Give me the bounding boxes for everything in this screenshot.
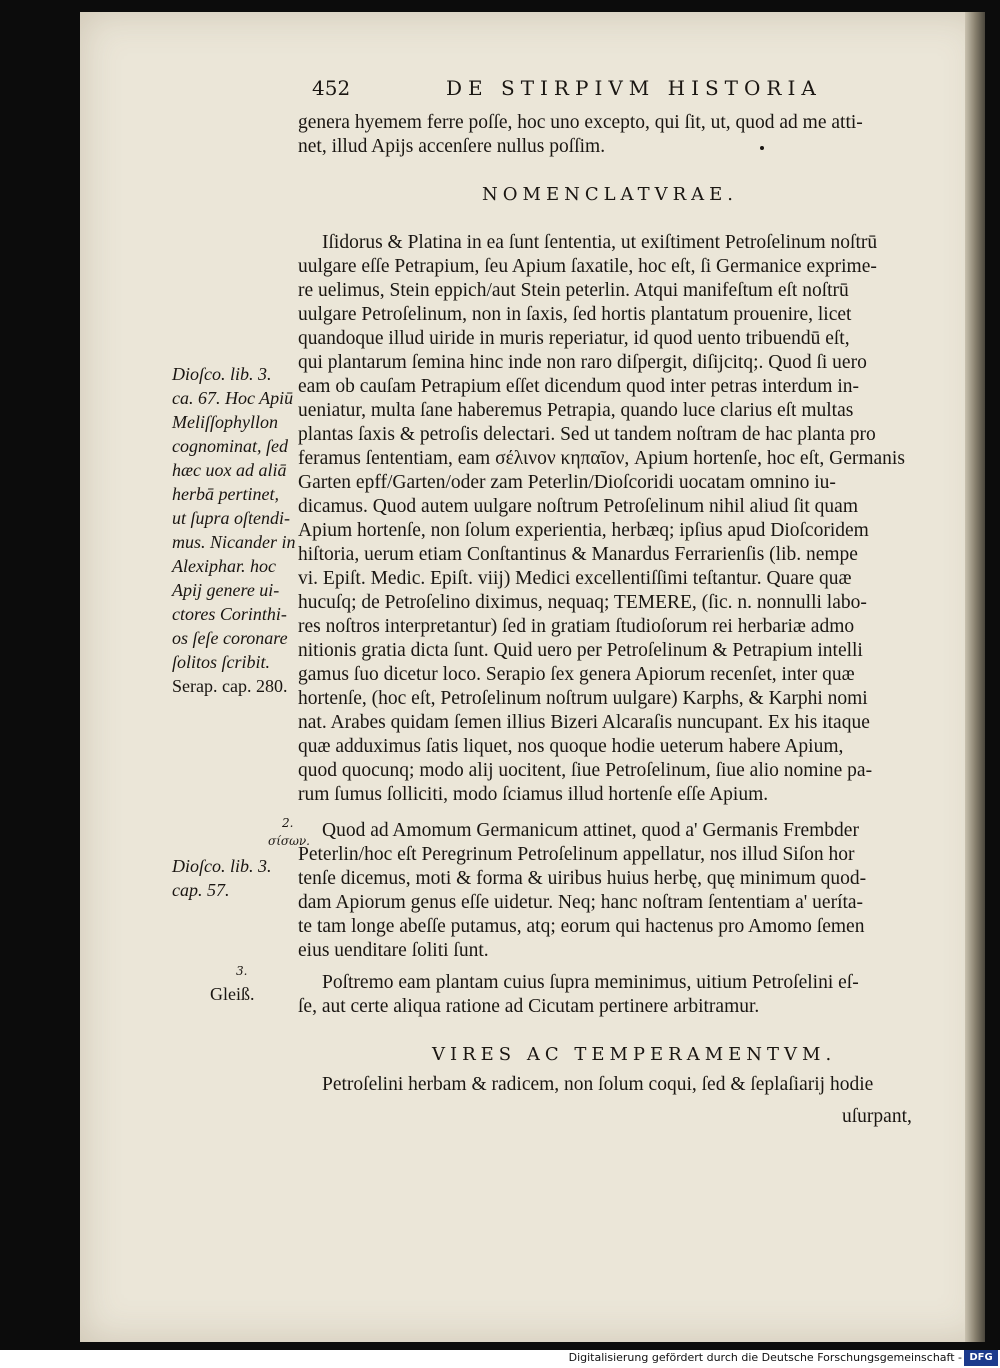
body-line: tenſe dicemus, moti & forma & uiribus huius herbę, quę minimum quod- (298, 868, 867, 889)
margin-note-line: ca. 67. Hoc Apiū (172, 388, 294, 408)
body-line: qui plantarum ſemina hinc inde non raro diſpergit, diſijcitq;. Quod ſi uero (298, 352, 867, 373)
body-line: feramus ſententiam, eam σέλινον κηπαῖον, Apium hortenſe, hoc eſt, Germanis (298, 448, 905, 469)
body-line: net, illud Apijs accenſere nullus poſſim. (298, 136, 606, 157)
body-line: ueniatur, multa ſane haberemus Petrapia, quando luce clarius eſt multas (298, 400, 854, 421)
body-line: genera hyemem ferre poſſe, hoc uno excepto, qui ſit, ut, quod ad me atti- (298, 112, 863, 133)
body-line: res noſtros interpretantur) ſed in gratiam ſtudioſorum rei herbariæ admo (298, 616, 855, 637)
body-line: quod quocunq; modo alij uocitent, ſiue Petroſelinum, ſiue alio nomine pa- (298, 760, 873, 781)
body-line: dam Apiorum genus eſſe uidetur. Neq; hanc noſtram ſententiam a' ueríta- (298, 892, 864, 913)
margin-note-line: ſolitos ſcribit. (172, 652, 271, 672)
margin-ref-greek: σίσων. (268, 834, 310, 848)
margin-note-line: Alexiphar. hoc (172, 556, 276, 576)
body-line: Apium hortenſe, non ſolum experientia, herbæq; ipſius apud Dioſcoridem (298, 520, 869, 541)
margin-note-line: cap. 57. (172, 880, 230, 900)
body-line: Quod ad Amomum Germanicum attinet, quod a' Germanis Frembder (322, 820, 859, 841)
body-line: uſurpant, (842, 1106, 912, 1127)
body-line: vi. Epiſt. Medic. Epiſt. viij) Medici excellentiſſimi teſtantur. Quare quæ (298, 568, 852, 589)
body-line: hucuſq; de Petroſelino diximus, nequaq; TEMERE, (ſic. n. nonnulli labo- (298, 592, 867, 613)
body-line: uulgare eſſe Petrapium, ſeu Apium ſaxatile, hoc eſt, ſi Germanice exprime- (298, 256, 877, 277)
margin-note-line: Meliſſophyllon (172, 412, 278, 432)
margin-note-line: Dioſco. lib. 3. (172, 856, 272, 876)
body-line: quæ adduximus ſatis liquet, nos quoque hodie ueterum habere Apium, (298, 736, 844, 757)
body-line: Peterlin/hoc eſt Peregrinum Petroſelinum appellatur, nos illud Siſon hor (298, 844, 855, 865)
margin-ref-number: 3. (236, 964, 248, 978)
margin-ref-number: 2. (282, 816, 294, 830)
body-line: nat. Arabes quidam ſemen illius Bizeri Alcaraſis nuncupant. Ex his itaque (298, 712, 870, 733)
body-line: plantas ſaxis & petroſis delectari. Sed ut tandem noſtram de hac planta pro (298, 424, 876, 445)
funding-credit: Digitalisierung gefördert durch die Deutsche Forschungsgemeinschaft - (568, 1351, 962, 1364)
ink-mark (760, 146, 764, 150)
body-line: eius uenditare ſoliti ſunt. (298, 940, 489, 961)
page-gutter (965, 12, 985, 1342)
body-line: Petroſelini herbam & radicem, non ſolum coqui, ſed & ſeplaſiarij hodie (322, 1074, 874, 1095)
margin-note-line: hæc uox ad aliā (172, 460, 287, 480)
dfg-logo: DFG (964, 1350, 998, 1366)
margin-note-line: herbā pertinet, (172, 484, 279, 504)
margin-note-line: mus. Nicander in (172, 532, 296, 552)
margin-note-line: Dioſco. lib. 3. (172, 364, 272, 384)
body-line: quandoque illud uiride in muris reperiatur, id quod uento tribuendū eſt, (298, 328, 850, 349)
margin-note-line: Apij genere ui- (172, 580, 280, 600)
body-line: nitionis gratia dicta ſunt. Quid uero per Petroſelinum & Petrapium intelli (298, 640, 863, 661)
body-line: re uelimus, Stein eppich/aut Stein peterlin. Atqui manifeſtum eſt noſtrū (298, 280, 849, 301)
section-heading-nomenclatura: NOMENCLATVRAE. (482, 184, 738, 205)
body-line: ſe, aut certe aliqua ratione ad Cicutam pertinere arbitramur. (298, 996, 760, 1017)
body-line: rum ſumus ſolliciti, modo ſciamus illud hortenſe eſſe Apium. (298, 784, 769, 805)
body-line: hortenſe, (hoc eſt, Petroſelinum noſtrum uulgare) Karphs, & Karphi nomi (298, 688, 868, 709)
body-line: te tam longe abeſſe putamus, atq; eorum qui hactenus pro Amomo ſemen (298, 916, 865, 937)
body-line: eam ob cauſam Petrapium eſſet dicendum quod inter petras interdum in- (298, 376, 859, 397)
margin-note-line: Serap. cap. 280. (172, 676, 288, 696)
body-line: uulgare Petroſelinum, non in ſaxis, ſed hortis plantatum prouenire, licet (298, 304, 852, 325)
margin-note-line: ut ſupra oſtendi- (172, 508, 290, 528)
body-line: Poſtremo eam plantam cuius ſupra meminimus, uitium Petroſelini eſ- (322, 972, 859, 993)
margin-note-line: cognominat, ſed (172, 436, 288, 456)
margin-ref-word: Gleiß. (210, 984, 255, 1004)
body-line: hiſtoria, uerum etiam Conſtantinus & Manardus Ferrarienſis (lib. nempe (298, 544, 858, 565)
margin-note-line: os ſeſe coronare (172, 628, 288, 648)
page-number: 452 (312, 76, 351, 100)
margin-note-line: ctores Corinthi- (172, 604, 287, 624)
body-line: gamus ſuo dicetur loco. Serapio ſex genera Apiorum recenſet, inter quæ (298, 664, 855, 685)
body-line: Garten epff/Garten/oder zam Peterlin/Dioſcoridi uocatam omnino iu- (298, 472, 836, 493)
running-title: DE STIRPIVM HISTORIA (446, 76, 822, 100)
section-heading-vires: VIRES AC TEMPERAMENTVM. (432, 1044, 837, 1065)
body-line: dicamus. Quod autem uulgare noſtrum Petroſelinum nihil aliud ſit quam (298, 496, 858, 517)
body-line: Iſidorus & Platina in ea ſunt ſententia, ut exiſtiment Petroſelinum noſtrū (322, 232, 878, 253)
